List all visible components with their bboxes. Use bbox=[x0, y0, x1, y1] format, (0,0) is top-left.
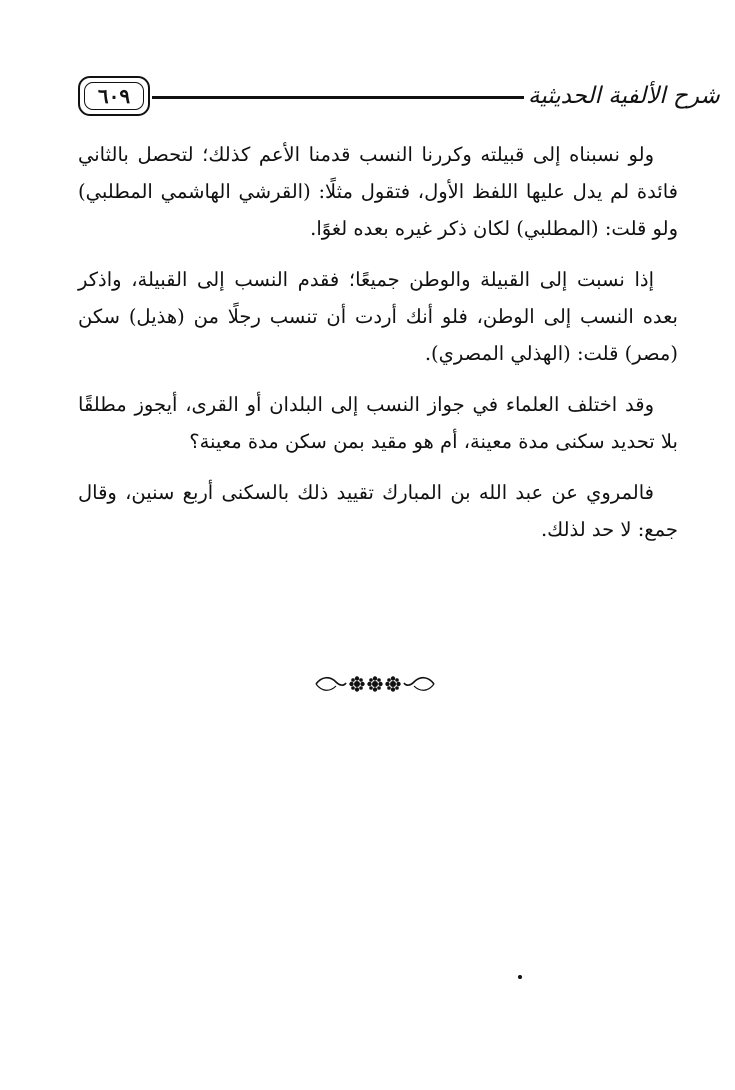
section-end-ornament bbox=[312, 672, 438, 696]
flower-icon bbox=[385, 676, 400, 691]
header-rule bbox=[152, 96, 524, 99]
paragraph-3: وقد اختلف العلماء في جواز النسب إلى البلدان أو القرى، أيجوز مطلقًا بلا تحديد سكنى مدة معينة، أم هو مقيد بمن سكن مدة معينة؟ bbox=[78, 393, 678, 453]
page-number: ٦٠٩ bbox=[97, 84, 131, 108]
running-header bbox=[78, 70, 720, 122]
flower-icon bbox=[367, 676, 382, 691]
paragraph-4: فالمروي عن عبد الله بن المبارك تقييد ذلك بالسكنى أربع سنين، وقال جمع: لا حد لذلك. bbox=[78, 481, 678, 541]
paragraph-1: ولو نسبناه إلى قبيلته وكررنا النسب قدمنا الأعم كذلك؛ لتحصل بالثاني فائدة لم يدل عليها اللفظ الأول، فتقول مثلًا: (القرشي الهاشمي المطلبي) ولو قلت: (المطلبي) لكان ذكر غيره بعده لغوًا. bbox=[78, 143, 678, 240]
flower-icon bbox=[349, 676, 364, 691]
ink-dot bbox=[518, 975, 522, 979]
main-text bbox=[78, 136, 678, 562]
book-title: شرح الألفية الحديثية bbox=[528, 83, 720, 109]
paragraph-2: إذا نسبت إلى القبيلة والوطن جميعًا؛ فقدم النسب إلى القبيلة، واذكر بعده النسب إلى الوطن، فلو أنك أردت أن تنسب رجلًا من (هذيل) سكن (مصر) قلت: (الهذلي المصري). bbox=[78, 268, 678, 365]
page-number-frame bbox=[78, 76, 150, 116]
